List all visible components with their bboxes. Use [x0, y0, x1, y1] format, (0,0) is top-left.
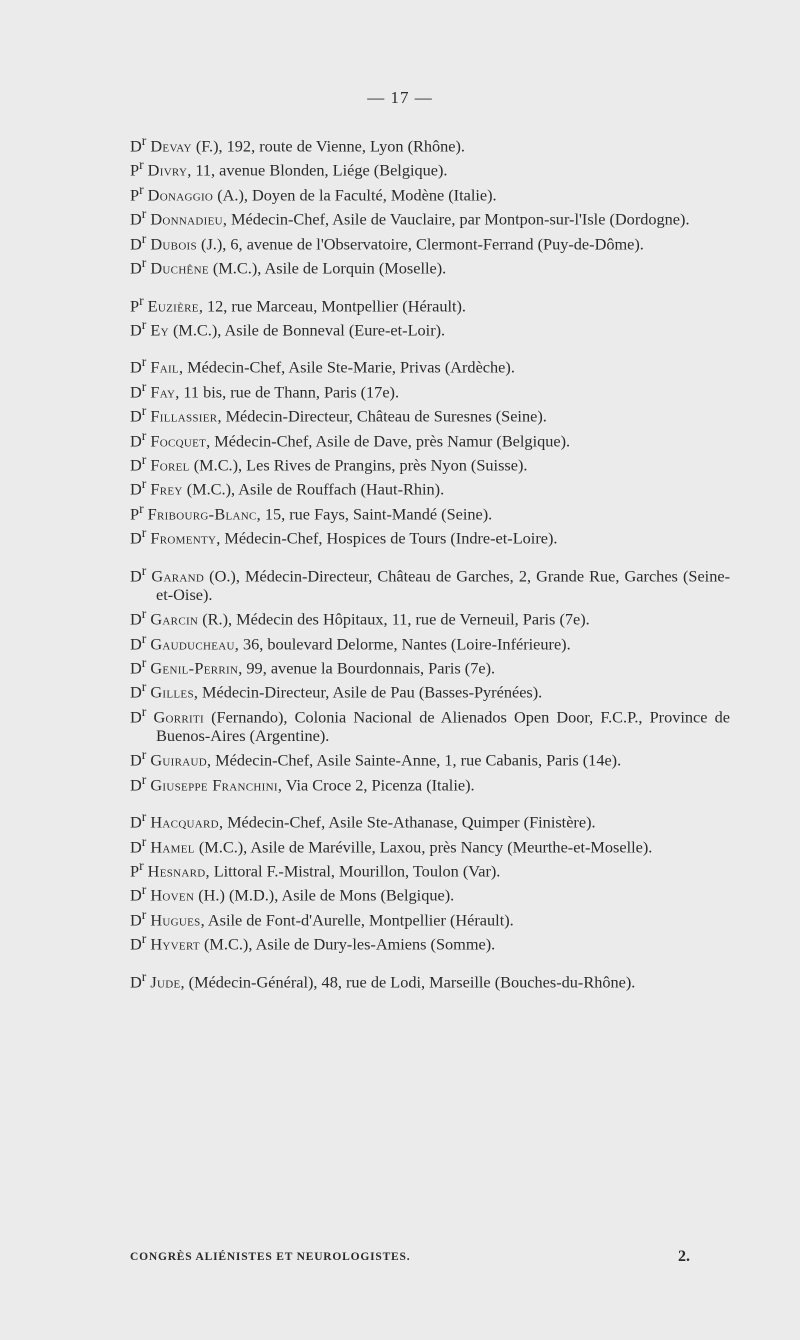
entry-details: , Médecin-Chef, Asile Ste-Athanase, Quimper (Finistère). — [218, 812, 596, 832]
entry-details: , 11 bis, rue de Thann, Paris (17e). — [175, 382, 400, 402]
entry-title-suffix: r — [139, 500, 144, 516]
entry-surname: Ey — [150, 320, 169, 340]
entry-surname: Giuseppe Franchini — [150, 775, 278, 795]
entry-title: D — [130, 972, 142, 992]
member-entry — [130, 856, 730, 880]
entry-title-suffix: r — [141, 606, 147, 622]
entry-surname: Guiraud — [150, 750, 208, 770]
member-entry — [130, 204, 730, 228]
entry-title: P — [130, 185, 140, 205]
entry-details: (H.) (M.D.), Asile de Mons (Belgique). — [194, 885, 455, 905]
entry-surname: Frey — [150, 479, 183, 499]
entry-surname: Jude — [150, 972, 181, 992]
entry-title: D — [130, 750, 142, 770]
entry-title-suffix: r — [141, 452, 147, 468]
entry-title: D — [130, 406, 142, 426]
member-entry — [130, 229, 730, 253]
entry-details: (A.), Doyen de la Faculté, Modène (Italie). — [213, 185, 497, 205]
member-entry — [130, 967, 730, 991]
entry-surname: Garcin — [150, 609, 199, 629]
entry-title: P — [130, 861, 140, 881]
entry-details: , Médecin-Chef, Asile de Vauclaire, par Montpon-sur-l'Isle (Dordogne). — [222, 209, 690, 229]
entry-title: D — [130, 566, 142, 586]
member-entry — [130, 832, 730, 856]
entry-title-suffix: r — [141, 354, 147, 370]
entry-title: D — [130, 320, 142, 340]
entry-title-suffix: r — [141, 679, 147, 695]
entry-title-suffix: r — [139, 857, 144, 873]
member-entry — [130, 745, 730, 769]
entry-surname: Hamel — [150, 836, 195, 856]
entry-details: (J.), 6, avenue de l'Observatoire, Clermont-Ferrand (Puy-de-Dôme). — [196, 234, 644, 254]
entry-title: D — [130, 634, 142, 654]
entry-surname: Donaggio — [147, 185, 214, 205]
entry-surname: Hesnard — [147, 861, 206, 881]
entry-title-suffix: r — [139, 157, 144, 173]
entry-details: , Médecin-Directeur, Château de Suresnes (Seine). — [217, 406, 547, 426]
member-entry — [130, 702, 730, 745]
entry-title: P — [130, 160, 140, 180]
page-number: — 17 — — [367, 88, 433, 107]
entry-group — [130, 561, 730, 794]
entry-details: (R.), Médecin des Hôpitaux, 11, rue de Verneuil, Paris (7e). — [198, 609, 590, 629]
entry-title-suffix: r — [141, 230, 147, 246]
entry-surname: Hoven — [150, 885, 195, 905]
entry-details: , Médecin-Chef, Asile de Dave, près Namur (Belgique). — [206, 431, 571, 451]
entry-title-suffix: r — [141, 630, 147, 646]
member-entry — [130, 807, 730, 831]
entry-title: D — [130, 885, 142, 905]
member-entry — [130, 401, 730, 425]
member-entry — [130, 523, 730, 547]
member-entry — [130, 905, 730, 929]
member-entry — [130, 315, 730, 339]
entry-surname: Fay — [150, 382, 176, 402]
entry-details: (M.C.), Asile de Maréville, Laxou, près Nancy (Meurthe-et-Moselle). — [194, 836, 653, 856]
entry-surname: Dubois — [150, 234, 197, 254]
entry-details: , Médecin-Chef, Hospices de Tours (Indre-et-Loire). — [216, 528, 558, 548]
member-entry — [130, 629, 730, 653]
entry-title: D — [130, 455, 142, 475]
entry-surname: Genil-Perrin — [150, 658, 239, 678]
entry-details: (O.), Médecin-Directeur, Château de Garches, 2, Grande Rue, Garches (Seine-et-Oise). — [156, 566, 730, 605]
entry-surname: Gorriti — [153, 707, 204, 727]
entry-details: (M.C.), Asile de Bonneval (Eure-et-Loir). — [168, 320, 446, 340]
entry-title-suffix: r — [141, 427, 147, 443]
entry-title: D — [130, 479, 142, 499]
entry-group — [130, 291, 730, 340]
entry-title-suffix: r — [141, 931, 147, 947]
entry-title: D — [130, 812, 142, 832]
page-footer — [130, 1248, 690, 1265]
entry-surname: Fribourg-Blanc — [147, 504, 257, 524]
entry-group — [130, 131, 730, 278]
entry-title-suffix: r — [141, 882, 147, 898]
entry-title-suffix: r — [141, 316, 147, 332]
member-entry — [130, 450, 730, 474]
entry-details: , Via Croce 2, Picenza (Italie). — [277, 775, 475, 795]
member-entry — [130, 880, 730, 904]
entry-surname: Divry — [147, 160, 188, 180]
member-list — [130, 131, 730, 1004]
entry-details: (M.C.), Asile de Lorquin (Moselle). — [208, 258, 447, 278]
entry-title-suffix: r — [141, 133, 147, 148]
entry-surname: Gilles — [150, 682, 194, 702]
member-entry — [130, 929, 730, 953]
entry-title-suffix: r — [141, 771, 147, 787]
entry-surname: Focquet — [150, 431, 207, 451]
entry-group — [130, 352, 730, 547]
entry-details: (F.), 192, route de Vienne, Lyon (Rhône). — [191, 136, 466, 156]
member-entry — [130, 377, 730, 401]
entry-title-suffix: r — [141, 833, 147, 849]
member-entry — [130, 677, 730, 701]
member-entry — [130, 561, 730, 604]
entry-surname: Gauducheau — [150, 634, 235, 654]
entry-title: D — [130, 836, 142, 856]
member-entry — [130, 474, 730, 498]
entry-details: , Asile de Font-d'Aurelle, Montpellier (Hérault). — [200, 910, 514, 930]
entry-surname: Fail — [150, 357, 179, 377]
member-entry — [130, 155, 730, 179]
entry-details: , 11, avenue Blonden, Liége (Belgique). — [187, 160, 448, 180]
entry-surname: Donnadieu — [150, 209, 223, 229]
entry-title-suffix: r — [139, 292, 144, 308]
entry-title-suffix: r — [141, 476, 147, 492]
entry-title-suffix: r — [141, 378, 147, 394]
entry-details: , 99, avenue la Bourdonnais, Paris (7e). — [238, 658, 496, 678]
entry-title: D — [130, 934, 142, 954]
member-entry — [130, 499, 730, 523]
entry-details: , 12, rue Marceau, Montpellier (Hérault). — [198, 295, 467, 315]
entry-title-suffix: r — [141, 255, 147, 271]
entry-title: P — [130, 504, 140, 524]
entry-title: D — [130, 209, 142, 229]
entry-details: , 36, boulevard Delorme, Nantes (Loire-Inférieure). — [234, 634, 571, 654]
entry-title: D — [130, 258, 142, 278]
entry-title-suffix: r — [141, 809, 147, 825]
entry-title: D — [130, 910, 142, 930]
entry-surname: Hacquard — [150, 812, 219, 832]
entry-surname: Hugues — [150, 910, 201, 930]
entry-group — [130, 807, 730, 954]
entry-details: , (Médecin-Général), 48, rue de Lodi, Marseille (Bouches-du-Rhône). — [180, 972, 636, 992]
entry-group — [130, 967, 730, 991]
entry-details: (M.C.), Asile de Rouffach (Haut-Rhin). — [182, 479, 445, 499]
entry-title-suffix: r — [141, 906, 147, 922]
footer-signature-number: 2. — [678, 1248, 690, 1265]
entry-title: D — [130, 609, 142, 629]
member-entry — [130, 653, 730, 677]
entry-title-suffix: r — [141, 562, 147, 578]
member-entry — [130, 426, 730, 450]
entry-title-suffix: r — [141, 703, 147, 719]
entry-surname: Fillassier — [150, 406, 218, 426]
entry-surname: Duchêne — [150, 258, 209, 278]
footer-signature: CONGRÈS ALIÉNISTES ET NEUROLOGISTES. — [130, 1251, 411, 1263]
entry-details: , Littoral F.-Mistral, Mourillon, Toulon (Var). — [205, 861, 501, 881]
member-entry — [130, 291, 730, 315]
entry-title: D — [130, 431, 142, 451]
entry-title: D — [130, 682, 142, 702]
entry-title-suffix: r — [141, 403, 147, 419]
entry-title: D — [130, 528, 142, 548]
entry-title-suffix: r — [141, 968, 147, 984]
entry-title: D — [130, 658, 142, 678]
entry-surname: Devay — [150, 136, 192, 156]
entry-surname: Fromenty — [150, 528, 217, 548]
entry-title: D — [130, 136, 142, 156]
entry-title-suffix: r — [141, 747, 147, 763]
entry-details: (Fernando), Colonia Nacional de Alienados Open Door, F.C.P., Province de Buenos-Aires (Argentine). — [156, 707, 730, 746]
member-entry — [130, 180, 730, 204]
entry-details: (M.C.), Les Rives de Prangins, près Nyon (Suisse). — [189, 455, 528, 475]
entry-title-suffix: r — [141, 525, 147, 541]
member-entry — [130, 770, 730, 794]
member-entry — [130, 131, 730, 155]
entry-title-suffix: r — [141, 206, 147, 222]
entry-surname: Garand — [151, 566, 205, 586]
entry-details: , Médecin-Chef, Asile Sainte-Anne, 1, rue Cabanis, Paris (14e). — [207, 750, 622, 770]
member-entry — [130, 352, 730, 376]
entry-details: , Médecin-Directeur, Asile de Pau (Basses-Pyrénées). — [193, 682, 543, 702]
entry-title: D — [130, 234, 142, 254]
entry-title-suffix: r — [141, 655, 147, 671]
entry-details: , 15, rue Fays, Saint-Mandé (Seine). — [256, 504, 493, 524]
entry-title: D — [130, 775, 142, 795]
entry-title: D — [130, 357, 142, 377]
entry-details: , Médecin-Chef, Asile Ste-Marie, Privas (Ardèche). — [178, 357, 515, 377]
entry-details: (M.C.), Asile de Dury-les-Amiens (Somme). — [199, 934, 496, 954]
entry-title: D — [130, 382, 142, 402]
entry-surname: Forel — [150, 455, 190, 475]
entry-title: P — [130, 295, 140, 315]
member-entry — [130, 253, 730, 277]
entry-surname: Hyvert — [150, 934, 200, 954]
entry-title-suffix: r — [139, 181, 144, 197]
entry-title: D — [130, 707, 142, 727]
member-entry — [130, 604, 730, 628]
entry-surname: Euzière — [147, 295, 199, 315]
